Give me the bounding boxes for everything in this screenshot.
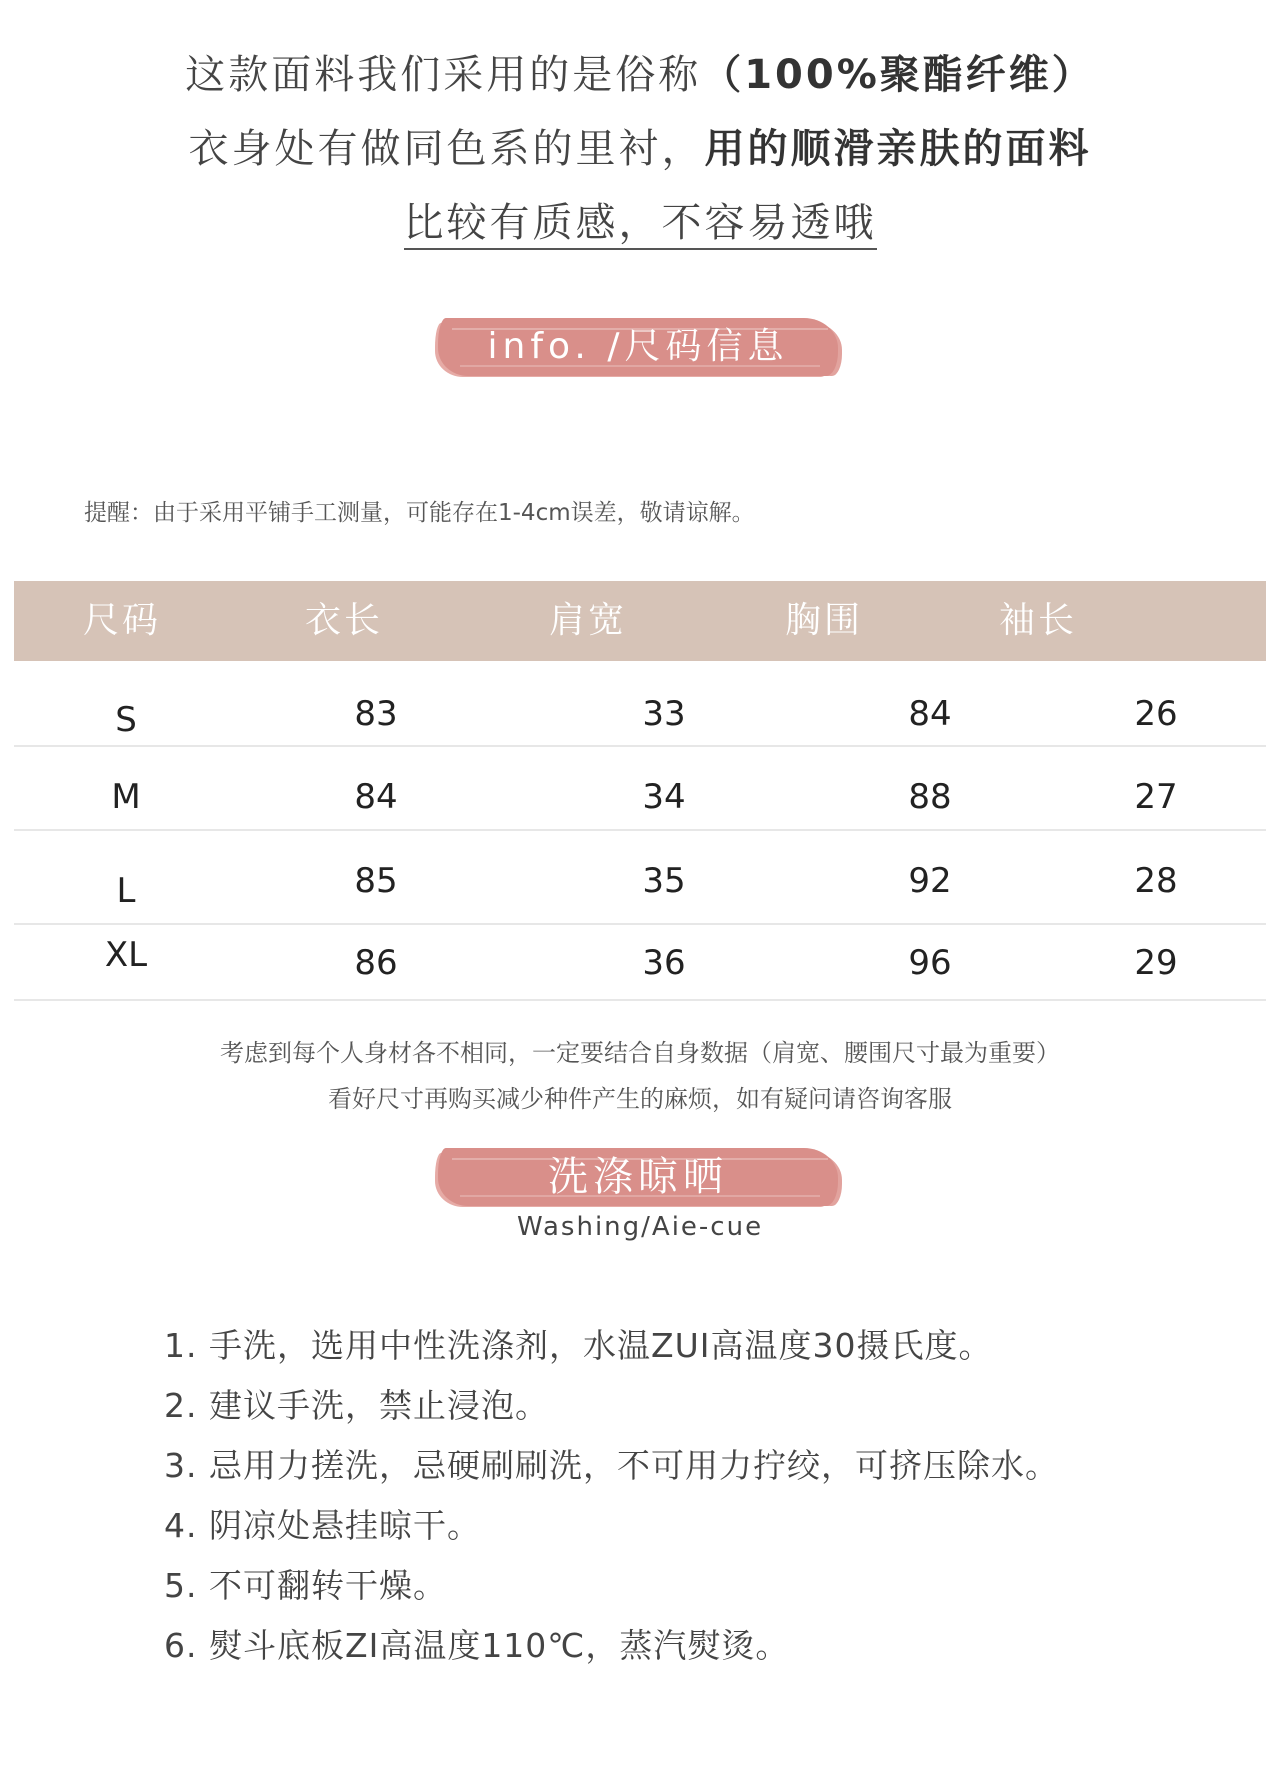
cell-sleeve: 29	[1134, 943, 1178, 983]
fabric-line-1	[0, 38, 1280, 112]
size-advice-line-2: 看好尺寸再购买减少种件产生的麻烦，如有疑问请咨询客服	[328, 1085, 952, 1113]
fabric-line-2-text: 衣身处有做同色系的里衬，	[188, 126, 705, 172]
size-advice	[0, 1030, 1280, 1122]
care-instructions	[164, 1316, 1059, 1676]
cell-size: XL	[104, 935, 148, 975]
fabric-line-2	[0, 112, 1280, 186]
cell-sleeve: 26	[1134, 694, 1178, 734]
cell-sleeve: 28	[1134, 861, 1178, 901]
fabric-composition: （100%聚酯纤维）	[701, 52, 1095, 98]
cell-length: 85	[354, 861, 398, 901]
size-advice-line-1: 考虑到每个人身材各不相同，一定要结合自身数据（肩宽、腰围尺寸最为重要）	[220, 1039, 1060, 1067]
table-row	[14, 661, 1266, 747]
table-row	[14, 747, 1266, 831]
header-chest: 胸围	[784, 600, 863, 641]
cell-chest: 88	[908, 777, 952, 817]
cell-size: L	[116, 871, 136, 911]
list-item: 6. 熨斗底板ZI高温度110℃，蒸汽熨烫。	[164, 1626, 790, 1665]
fabric-description	[0, 38, 1280, 260]
cell-chest: 96	[908, 943, 952, 983]
list-item: 1. 手洗，选用中性洗涤剂，水温ZUI高温度30摄氏度。	[164, 1326, 993, 1365]
header-length: 衣长	[304, 600, 383, 641]
cell-shoulder: 34	[642, 777, 686, 817]
header-size: 尺码	[82, 600, 161, 641]
fabric-line-2-highlight: 用的顺滑亲肤的面料	[704, 126, 1092, 172]
washing-banner	[438, 1148, 838, 1206]
washing-subtitle: Washing/Aie-cue	[516, 1212, 764, 1242]
cell-length: 84	[354, 777, 398, 817]
cell-size: M	[111, 777, 141, 817]
size-info-banner	[438, 318, 838, 376]
fabric-line-1-text: 这款面料我们采用的是俗称	[185, 52, 702, 98]
cell-shoulder: 35	[642, 861, 686, 901]
fabric-line-3-text: 比较有质感，不容易透哦	[404, 200, 877, 250]
list-item: 3. 忌用力搓洗，忌硬刷刷洗，不可用力拧绞，可挤压除水。	[164, 1446, 1059, 1485]
size-table-header	[14, 581, 1266, 661]
fabric-line-3	[0, 186, 1280, 260]
header-sleeve: 袖长	[998, 600, 1077, 641]
header-shoulder: 肩宽	[548, 600, 627, 641]
table-row	[14, 925, 1266, 1001]
cell-shoulder: 33	[642, 694, 686, 734]
cell-chest: 92	[908, 861, 952, 901]
cell-length: 86	[354, 943, 398, 983]
cell-length: 83	[354, 694, 398, 734]
table-row	[14, 831, 1266, 925]
size-table	[14, 581, 1266, 1001]
measurement-reminder: 提醒：由于采用平铺手工测量，可能存在1-4cm误差，敬请谅解。	[84, 500, 755, 526]
list-item: 5. 不可翻转干燥。	[164, 1566, 447, 1605]
list-item: 2. 建议手洗，禁止浸泡。	[164, 1386, 549, 1425]
cell-size: S	[115, 700, 137, 740]
size-info-banner-text: info. /尺码信息	[487, 326, 789, 367]
cell-chest: 84	[908, 694, 952, 734]
cell-shoulder: 36	[642, 943, 686, 983]
list-item: 4. 阴凉处悬挂晾干。	[164, 1506, 481, 1545]
washing-banner-text: 洗涤晾晒	[548, 1154, 728, 1200]
cell-sleeve: 27	[1134, 777, 1178, 817]
